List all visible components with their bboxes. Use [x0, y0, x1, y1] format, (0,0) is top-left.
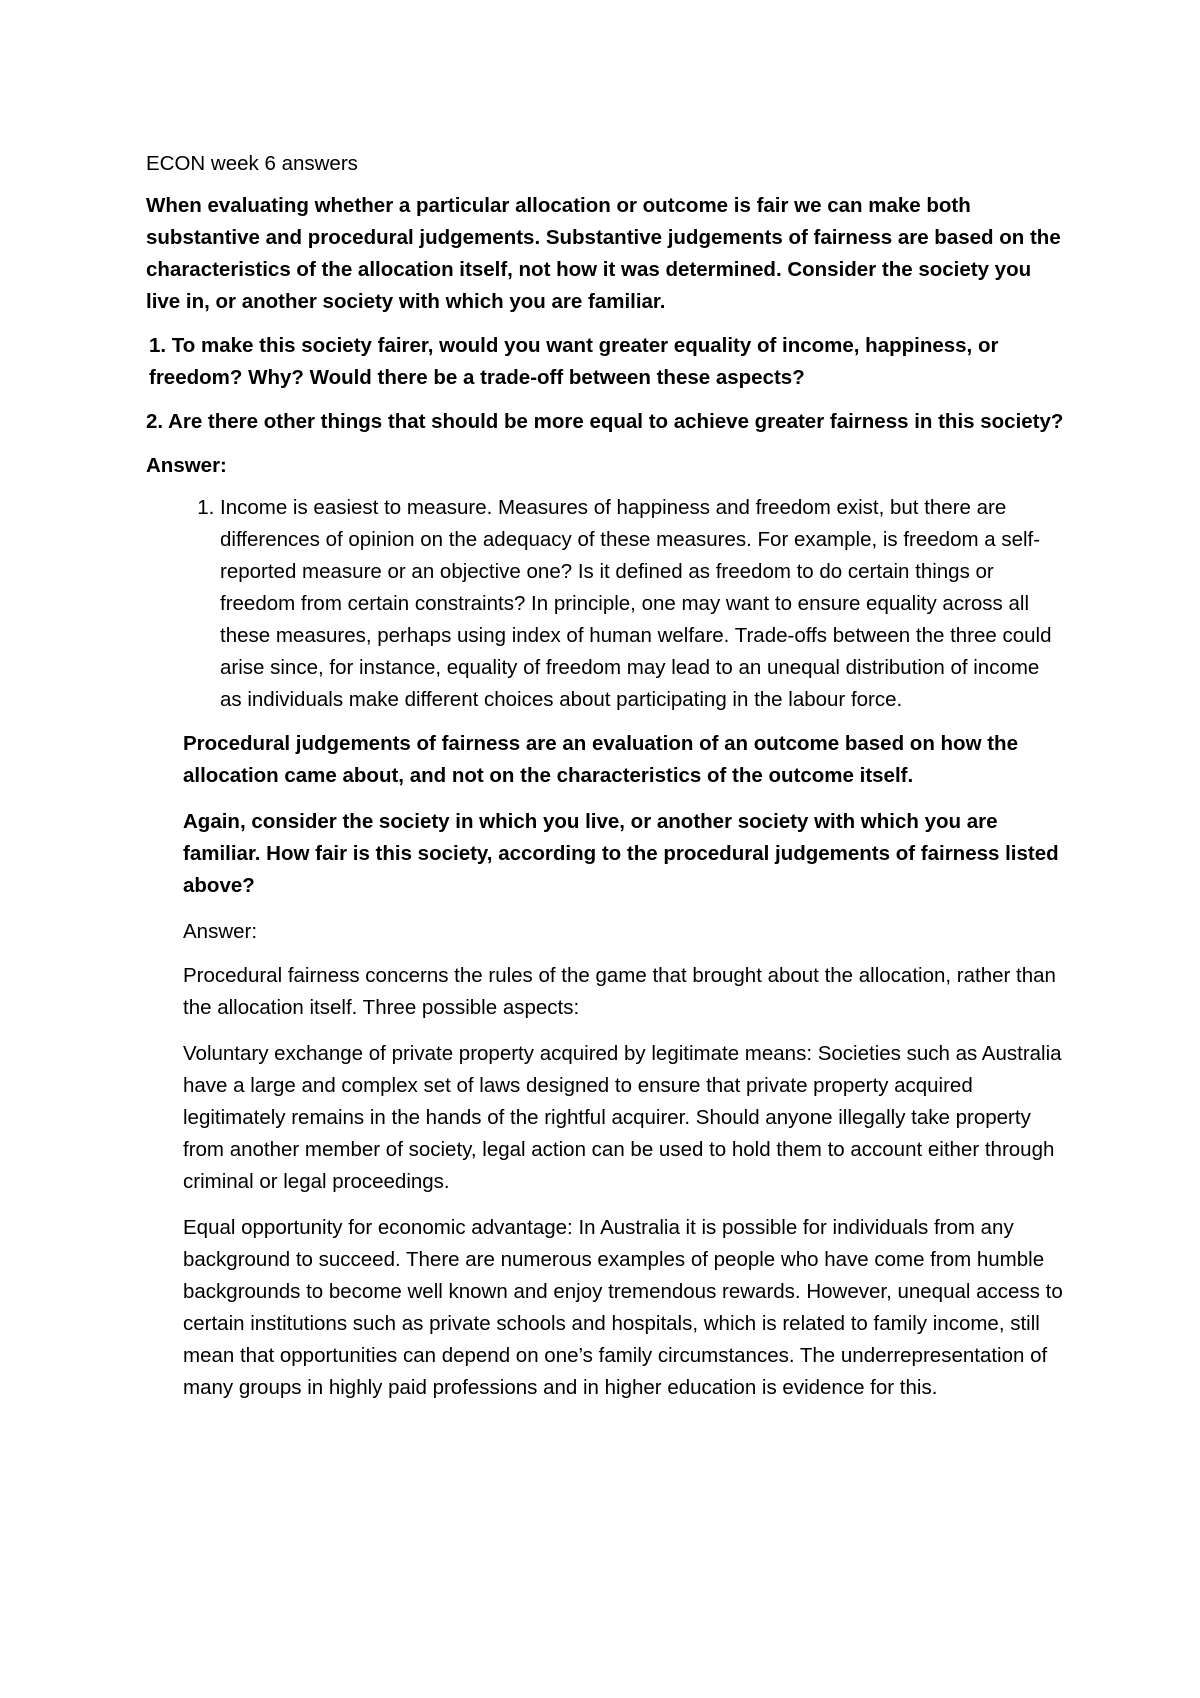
- answer-label: Answer:: [146, 454, 227, 477]
- document-title: ECON week 6 answers: [146, 152, 358, 175]
- procedural-intro: Procedural judgements of fairness are an evaluation of an outcome based on how the allocation came about, and not on the characteristics of the outcome itself.: [183, 732, 1018, 787]
- procedural-answer-2: Voluntary exchange of private property acquired by legitimate means: Societies such as Australia have a large and complex set of laws designed to ensure that private property acquired legitimately remains in the hands of the rightful acquirer. Should anyone illegally take property from another member of society, legal action can be used to hold them to account either through criminal or legal proceedings.: [183, 1042, 1062, 1193]
- procedural-answer-1: Procedural fairness concerns the rules of the game that brought about the allocation, rather than the allocation itself. Three possible aspects:: [183, 964, 1056, 1019]
- question-2: 2. Are there other things that should be more equal to achieve greater fairness in this society?: [146, 410, 1064, 433]
- question-1: 1. To make this society fairer, would you want greater equality of income, happiness, or freedom? Why? Would there be a trade-off between these aspects?: [149, 334, 999, 389]
- procedural-answer-3: Equal opportunity for economic advantage: In Australia it is possible for individuals from any background to succeed. There are numerous examples of people who have come from humble backgrounds to become well known and enjoy tremendous rewards. However, unequal access to certain institutions such as private schools and hospitals, which is related to family income, still mean that opportunities can depend on one’s family circumstances. The underrepresentation of many groups in highly paid professions and in higher education is evidence for this.: [183, 1216, 1063, 1399]
- answer-list: [146, 492, 1066, 716]
- document-body: [146, 148, 1066, 1416]
- answer-list-item: 1. Income is easiest to measure. Measures of happiness and freedom exist, but there are differences of opinion on the adequacy of these measures. For example, is freedom a self-reported measure or an objective one? Is it defined as freedom to do certain things or freedom from certain constraints? In principle, one may want to ensure equality across all these measures, perhaps using index of human welfare. Trade-offs between the three could arise since, for instance, equality of freedom may lead to an unequal distribution of income as individuals make different choices about participating in the labour force.: [220, 492, 1066, 716]
- procedural-question: Again, consider the society in which you live, or another society with which you are familiar. How fair is this society, according to the procedural judgements of fairness listed above?: [183, 810, 1059, 897]
- intro-paragraph: When evaluating whether a particular allocation or outcome is fair we can make both substantive and procedural judgements. Substantive judgements of fairness are based on the characteristics of the allocation itself, not how it was determined. Consider the society you live in, or another society with which you are familiar.: [146, 194, 1061, 313]
- answer-label-2: Answer:: [183, 920, 258, 943]
